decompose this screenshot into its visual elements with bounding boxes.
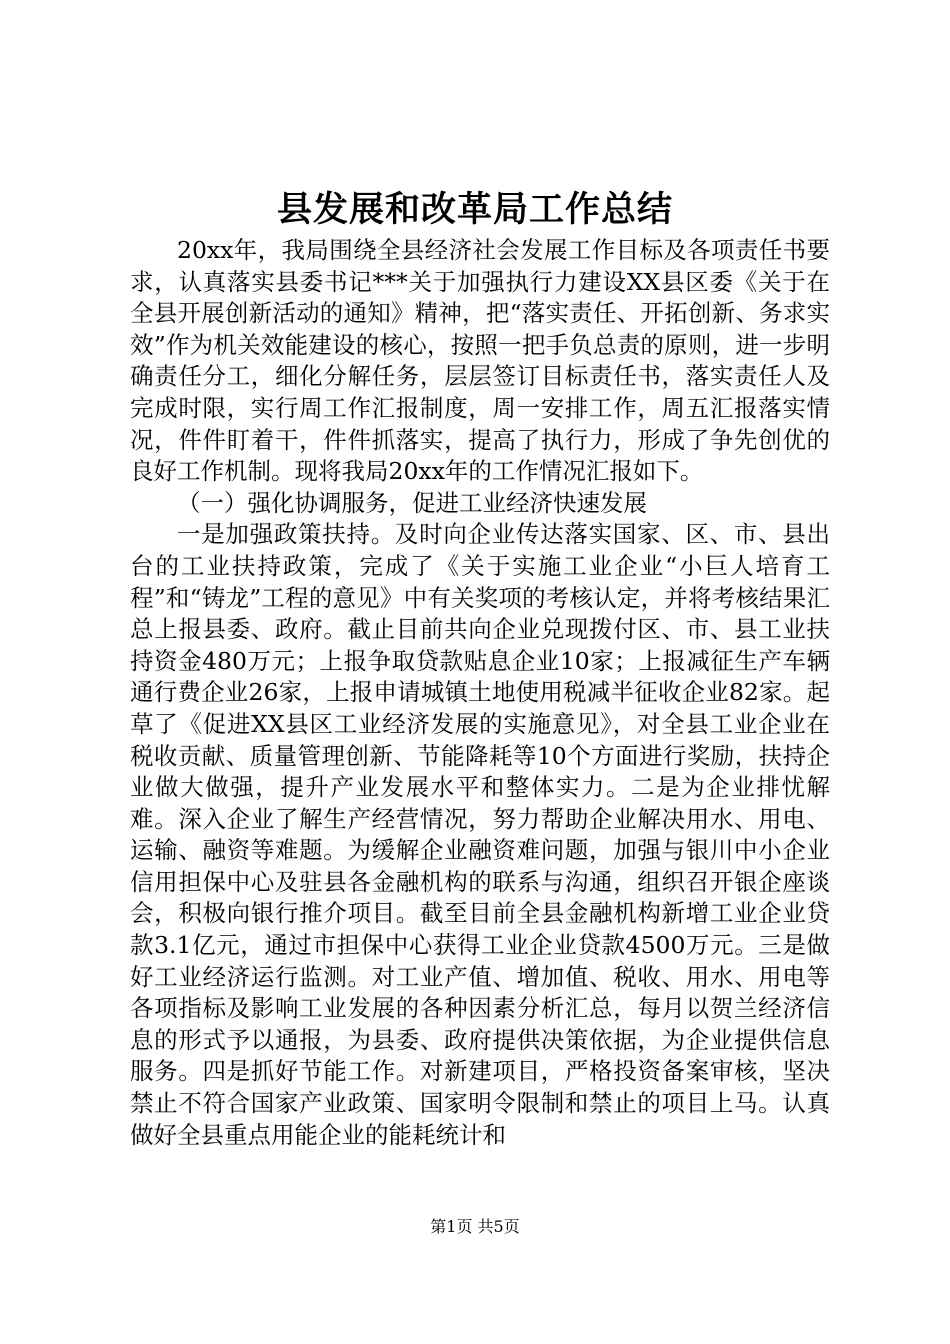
- intro-paragraph: 20xx年，我局围绕全县经济社会发展工作目标及各项责任书要求，认真落实县委书记***关于加强执行力建设XX县区委《关于在全县开展创新活动的通知》精神，把“落实责任、开拓创新、务求实效”作为机关效能建设的核心，按照一把手负总责的原则，进一步明确责任分工，细化分解任务，层层签订目标责任书，落实责任人及完成时限，实行周工作汇报制度，周一安排工作，周五汇报落实情况，件件盯着干，件件抓落实，提高了执行力，形成了争先创优的良好工作机制。现将我局20xx年的工作情况汇报如下。: [130, 236, 830, 486]
- section-paragraph: 一是加强政策扶持。及时向企业传达落实国家、区、市、县出台的工业扶持政策，完成了《关于实施工业企业“小巨人培育工程”和“铸龙”工程的意见》中有关奖项的考核认定，并将考核结果汇总上报县委、政府。截止目前共向企业兑现拨付区、市、县工业扶持资金480万元；上报争取贷款贴息企业10家；上报减征生产车辆通行费企业26家，上报申请城镇土地使用税减半征收企业82家。起草了《促进XX县区工业经济发展的实施意见》，对全县工业企业在税收贡献、质量管理创新、节能降耗等10个方面进行奖励，扶持企业做大做强，提升产业发展水平和整体实力。二是为企业排忧解难。深入企业了解生产经营情况，努力帮助企业解决用水、用电、运输、融资等难题。为缓解企业融资难问题，加强与银川中小企业信用担保中心及驻县各金融机构的联系与沟通，组织召开银企座谈会，积极向银行推介项目。截至目前全县金融机构新增工业企业贷款3.1亿元，通过市担保中心获得工业企业贷款4500万元。三是做好工业经济运行监测。对工业产值、增加值、税收、用水、用电等各项指标及影响工业发展的各种因素分析汇总，每月以贺兰经济信息的形式予以通报，为县委、政府提供决策依据，为企业提供信息服务。四是抓好节能工作。对新建项目，严格投资备案审核，坚决禁止不符合国家产业政策、国家明令限制和禁止的项目上马。认真做好全县重点用能企业的能耗统计和: [130, 520, 830, 1149]
- section-heading: （一）强化协调服务，促进工业经济快速发展: [177, 488, 647, 517]
- document-title: 县发展和改革局工作总结: [276, 189, 673, 230]
- document-body: [130, 235, 830, 1151]
- page-footer: 第1页 共5页: [430, 1217, 520, 1236]
